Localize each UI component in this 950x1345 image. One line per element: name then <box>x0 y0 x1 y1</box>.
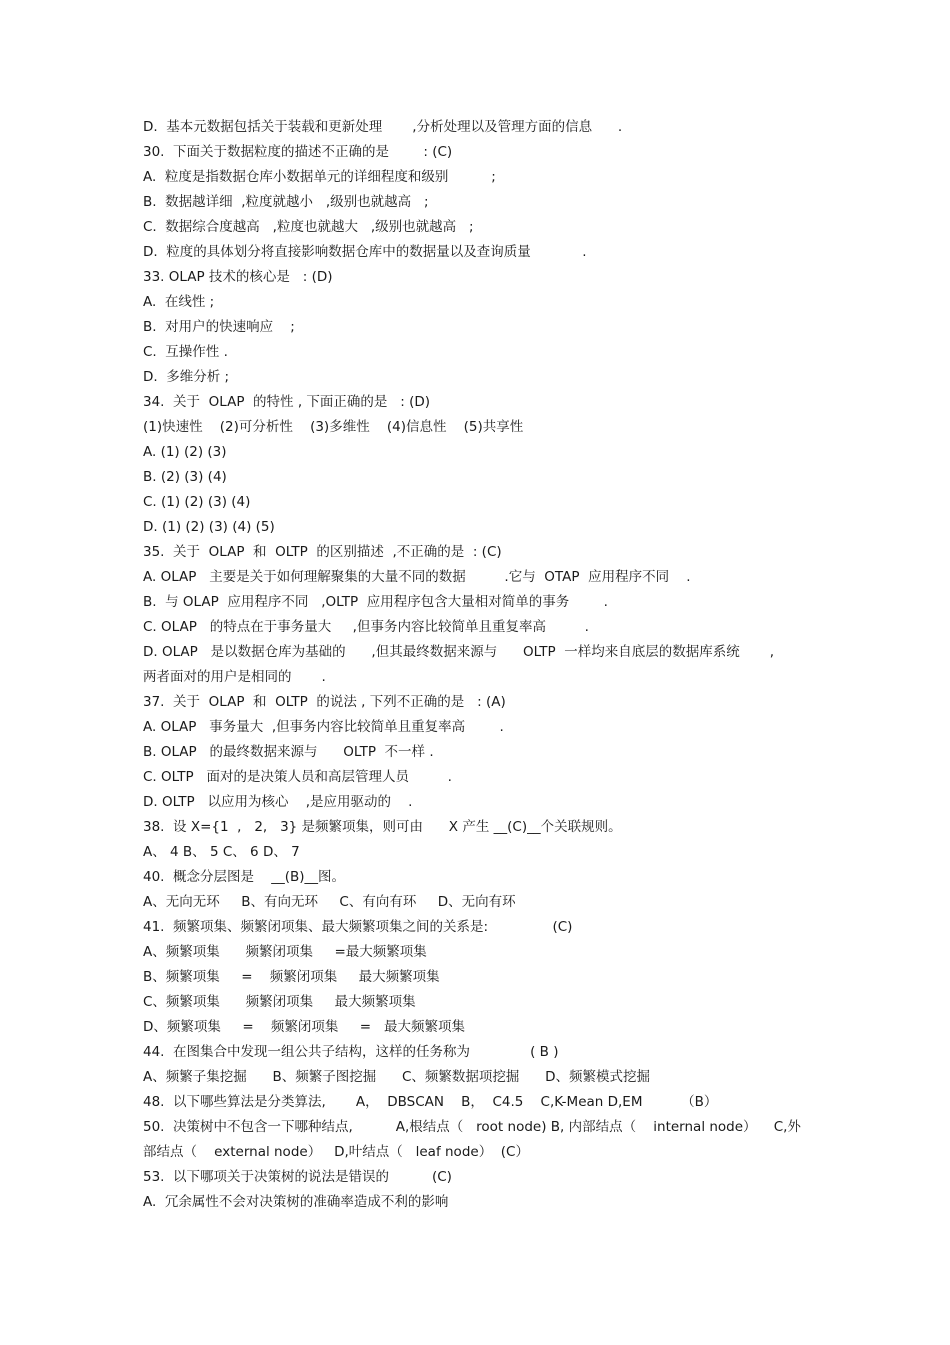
text-line: 44. 在图集合中发现一组公共子结构，这样的任务称为 ( B ) <box>143 1044 559 1060</box>
text-line: 53. 以下哪项关于决策树的说法是错误的 (C) <box>143 1169 452 1185</box>
text-line: 40. 概念分层图是 __(B)__图。 <box>143 869 346 885</box>
text-line: A、频繁子集挖掘 B、频繁子图挖掘 C、频繁数据项挖掘 D、频繁模式挖掘 <box>143 1069 651 1085</box>
text-line: 37. 关于 OLAP 和 OLTP 的说法 , 下列不正确的是 : (A) <box>143 694 506 710</box>
document-body <box>143 115 823 1215</box>
text-line: A. OLAP 事务量大 ,但事务内容比较简单且重复率高 . <box>143 719 504 735</box>
text-line: A、无向无环 B、有向无环 C、有向有环 D、无向有环 <box>143 894 516 910</box>
text-line: D. (1) (2) (3) (4) (5) <box>143 519 275 535</box>
text-line: B. 对用户的快速响应 ; <box>143 319 295 335</box>
text-line: C. (1) (2) (3) (4) <box>143 494 251 510</box>
text-line: (1)快速性 (2)可分析性 (3)多维性 (4)信息性 (5)共享性 <box>143 419 524 435</box>
text-line: C、频繁项集 频繁闭项集 最大频繁项集 <box>143 994 416 1010</box>
text-line: 30. 下面关于数据粒度的描述不正确的是 : (C) <box>143 144 453 160</box>
text-line: 部结点（ external node） D,叶结点（ leaf node） (C） <box>143 1144 529 1160</box>
text-line: 34. 关于 OLAP 的特性 , 下面正确的是 : (D) <box>143 394 431 410</box>
text-line: A. 在线性 ; <box>143 294 215 310</box>
text-line: B. 与 OLAP 应用程序不同 ,OLTP 应用程序包含大量相对简单的事务 . <box>143 594 608 610</box>
text-line: D. OLTP 以应用为核心 ,是应用驱动的 . <box>143 794 413 810</box>
text-line: D. OLAP 是以数据仓库为基础的 ,但其最终数据来源与 OLTP 一样均来自底层的数据库系统 , <box>143 644 775 660</box>
text-line: C. OLTP 面对的是决策人员和高层管理人员 . <box>143 769 452 785</box>
text-line: 33. OLAP 技术的核心是 : (D) <box>143 269 333 285</box>
text-line: A. (1) (2) (3) <box>143 444 227 460</box>
text-line: B、频繁项集 = 频繁闭项集 最大频繁项集 <box>143 969 440 985</box>
text-line: C. OLAP 的特点在于事务量大 ,但事务内容比较简单且重复率高 . <box>143 619 589 635</box>
text-line: A. 冗余属性不会对决策树的准确率造成不利的影响 <box>143 1194 449 1210</box>
text-line: 50. 决策树中不包含一下哪种结点, A,根结点（ root node) B, 内部结点（ internal node） C,外 <box>143 1119 801 1135</box>
text-line: B. OLAP 的最终数据来源与 OLTP 不一样 . <box>143 744 434 760</box>
text-line: D、频繁项集 = 频繁闭项集 = 最大频繁项集 <box>143 1019 465 1035</box>
text-line: A. 粒度是指数据仓库小数据单元的详细程度和级别 ; <box>143 169 496 185</box>
text-line: 35. 关于 OLAP 和 OLTP 的区别描述 ,不正确的是 : (C) <box>143 544 502 560</box>
text-line: C. 互操作性 . <box>143 344 228 360</box>
text-line: D. 基本元数据包括关于装载和更新处理 ,分析处理以及管理方面的信息 . <box>143 119 623 135</box>
text-line: A、频繁项集 频繁闭项集 =最大频繁项集 <box>143 944 427 960</box>
text-line: 38. 设 X={1 , 2, 3} 是频繁项集，则可由 X 产生 __(C)__个关联规则。 <box>143 819 622 835</box>
text-line: D. 多维分析 ; <box>143 369 230 385</box>
text-line: A. OLAP 主要是关于如何理解聚集的大量不同的数据 .它与 OTAP 应用程序不同 . <box>143 569 691 585</box>
text-line: D. 粒度的具体划分将直接影响数据仓库中的数据量以及查询质量 . <box>143 244 587 260</box>
text-line: 两者面对的用户是相同的 . <box>143 669 326 685</box>
text-line: A、 4 B、 5 C、 6 D、 7 <box>143 844 300 860</box>
text-line: B. (2) (3) (4) <box>143 469 227 485</box>
text-line: C. 数据综合度越高 ,粒度也就越大 ,级别也就越高 ; <box>143 219 474 235</box>
text-line: 48. 以下哪些算法是分类算法, A， DBSCAN B， C4.5 C,K-Mean D,EM （B） <box>143 1094 718 1110</box>
text-line: B. 数据越详细 ,粒度就越小 ,级别也就越高 ; <box>143 194 429 210</box>
text-line: 41. 频繁项集、频繁闭项集、最大频繁项集之间的关系是: (C) <box>143 919 573 935</box>
